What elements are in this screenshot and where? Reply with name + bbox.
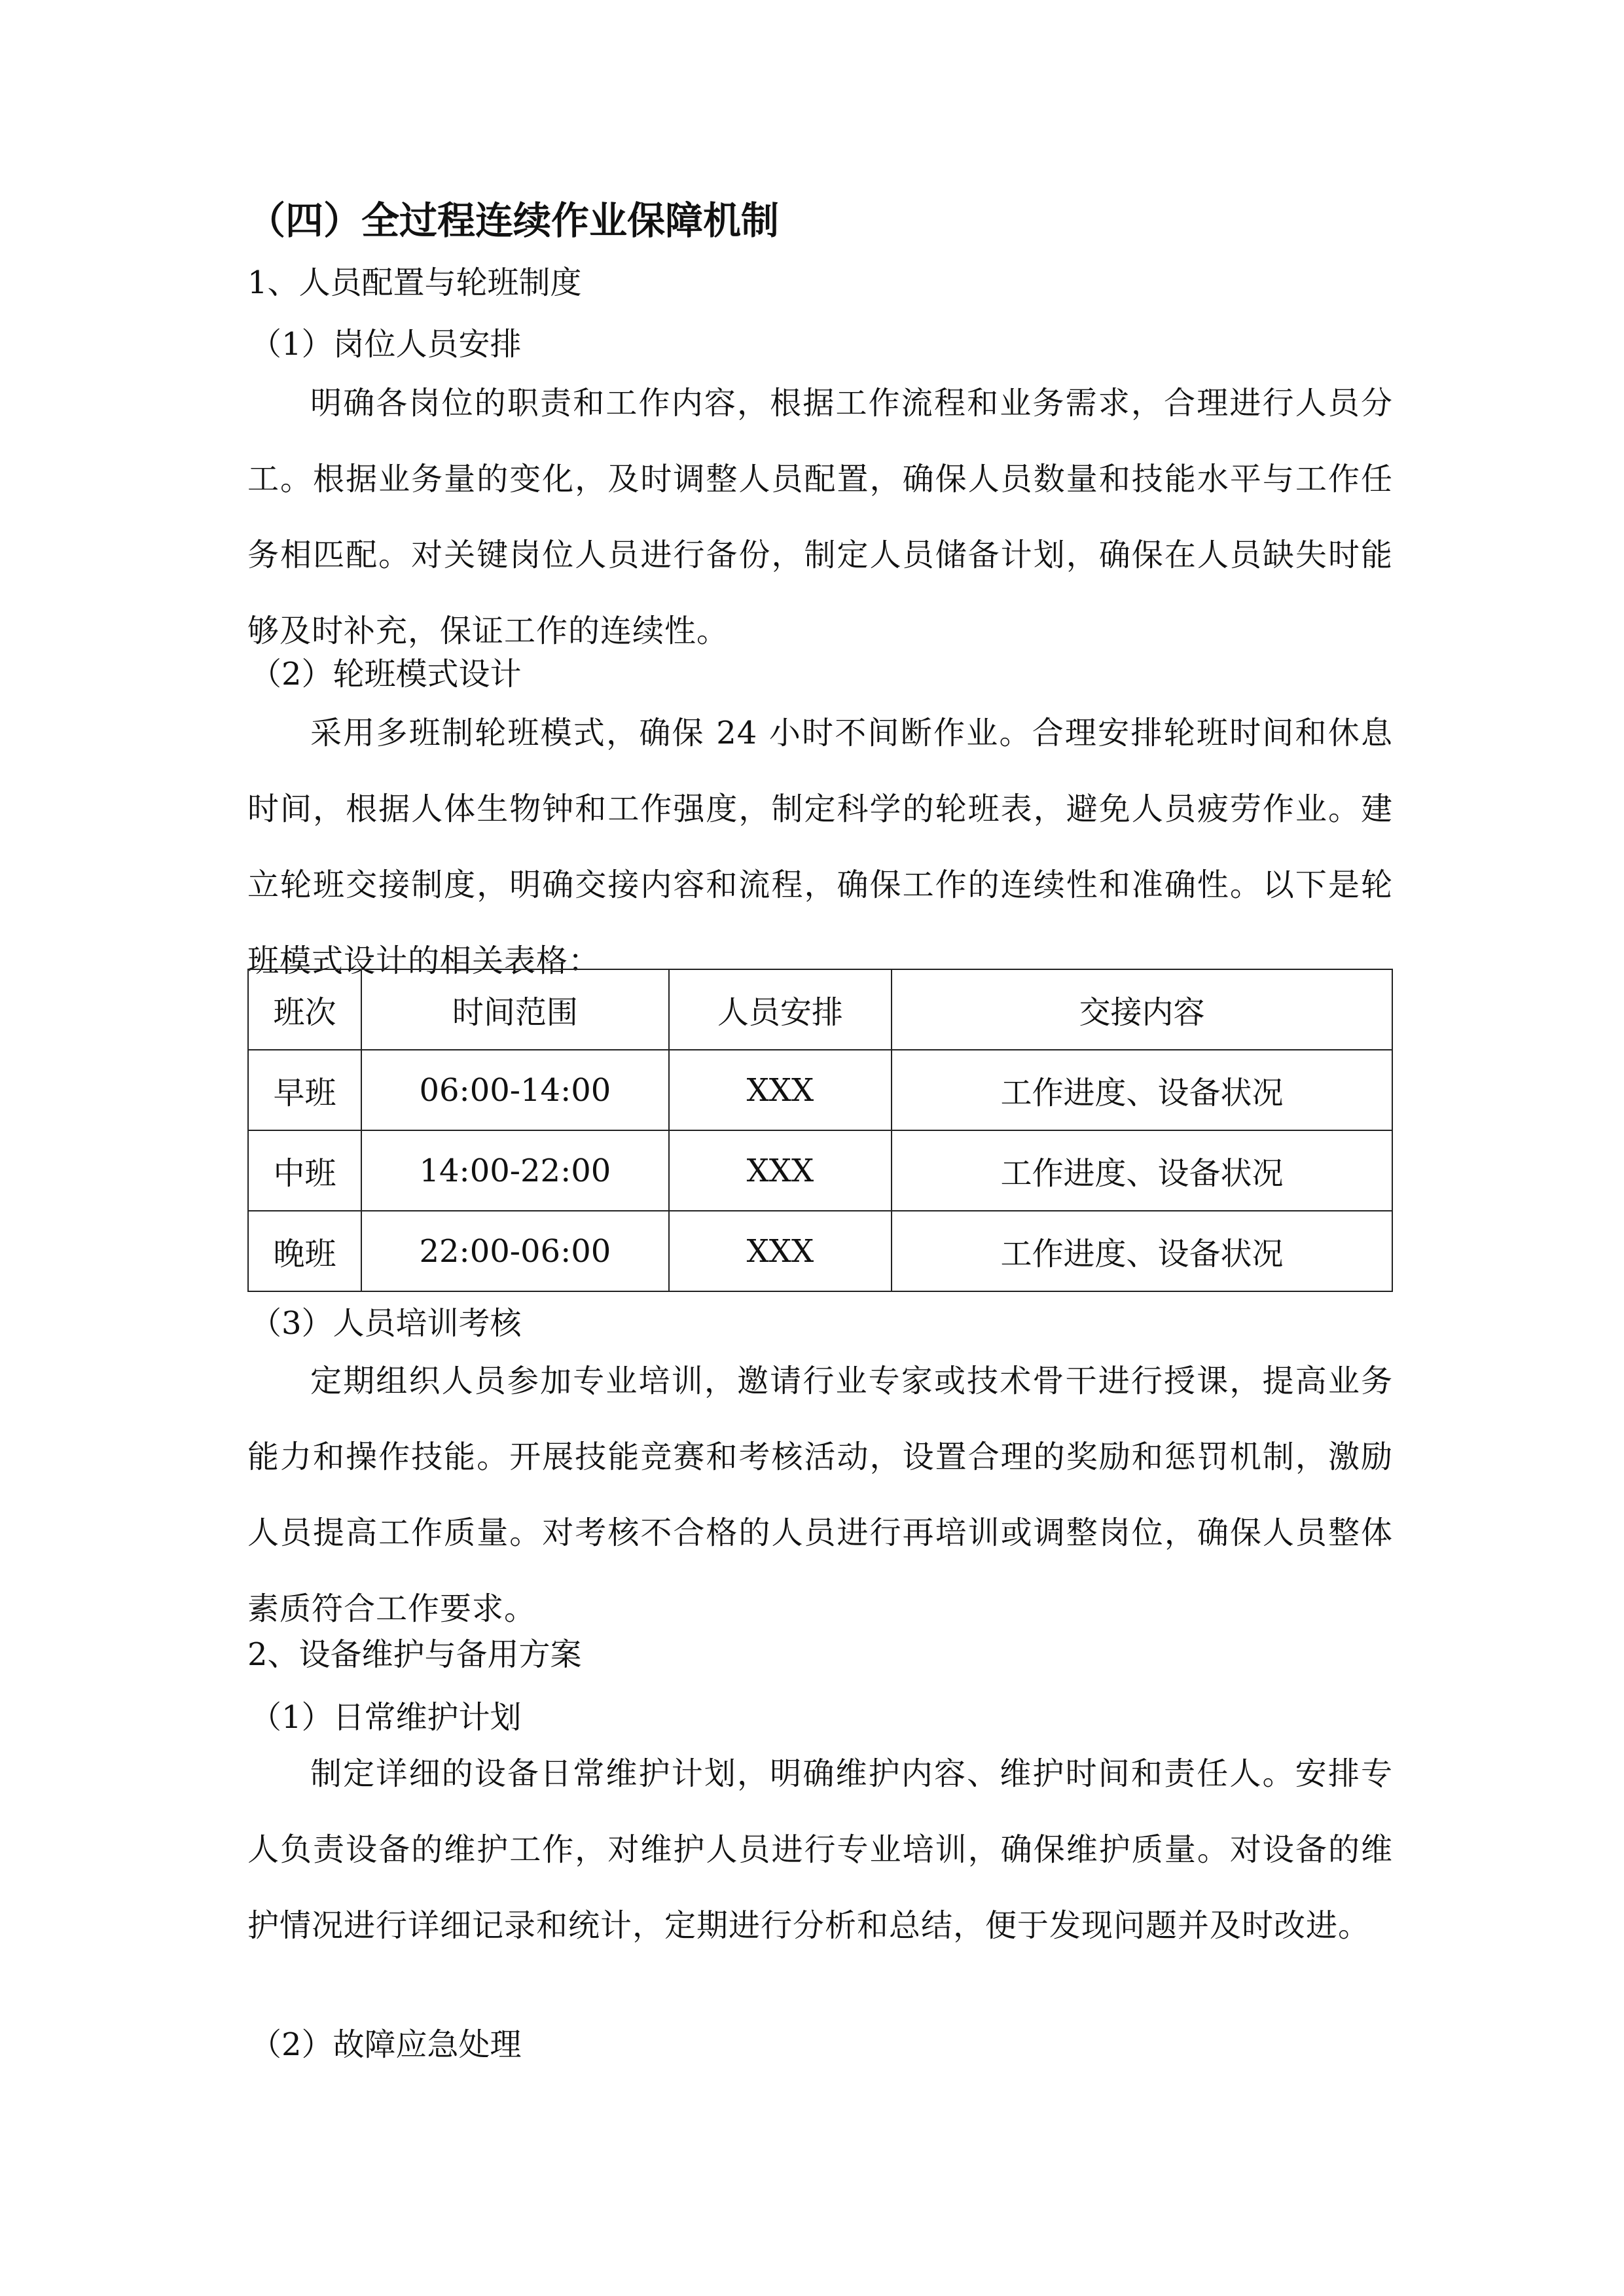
section-title: （四）全过程连续作业保障机制 — [247, 198, 780, 243]
part1-sub2-title: （2）轮班模式设计 — [250, 656, 522, 692]
table-cell: 工作进度、设备状况 — [892, 1211, 1392, 1291]
table-cell: XXX — [669, 1211, 892, 1291]
table-cell: 早班 — [248, 1050, 361, 1130]
part2-sub1-body: 制定详细的设备日常维护计划，明确维护内容、维护时间和责任人。安排专人负责设备的维护工作，对维护人员进行专业培训，确保维护质量。对设备的维护情况进行详细记录和统计，定期进行分析和总结，便于发现问题并及时改进。 — [247, 1755, 1393, 1944]
part1-title: 1、人员配置与轮班制度 — [247, 264, 582, 301]
table-header-cell: 班次 — [248, 969, 361, 1050]
part1-sub1-body: 明确各岗位的职责和工作内容，根据工作流程和业务需求，合理进行人员分工。根据业务量的变化，及时调整人员配置，确保人员数量和技能水平与工作任务相匹配。对关键岗位人员进行备份，制定人员储备计划，确保在人员缺失时能够及时补充，保证工作的连续性。 — [247, 385, 1393, 649]
part2-sub1-title: （1）日常维护计划 — [250, 1699, 522, 1736]
table-cell: 22:00-06:00 — [361, 1211, 669, 1291]
table-row — [248, 1211, 1392, 1291]
table-cell: XXX — [669, 1050, 892, 1130]
table-cell: 晚班 — [248, 1211, 361, 1291]
part2-sub2-title: （2）故障应急处理 — [250, 2026, 522, 2063]
table-cell: 中班 — [248, 1130, 361, 1211]
part2-title: 2、设备维护与备用方案 — [247, 1636, 582, 1673]
table-cell: 14:00-22:00 — [361, 1130, 669, 1211]
table-header-cell: 时间范围 — [361, 969, 669, 1050]
table-header-row — [248, 969, 1392, 1050]
table-row — [248, 1130, 1392, 1211]
part1-sub2-body: 采用多班制轮班模式，确保 24 小时不间断作业。合理安排轮班时间和休息时间，根据人体生物钟和工作强度，制定科学的轮班表，避免人员疲劳作业。建立轮班交接制度，明确交接内容和流程，确保工作的连续性和准确性。以下是轮班模式设计的相关表格： — [247, 715, 1393, 979]
table-row — [248, 1050, 1392, 1130]
table-cell: XXX — [669, 1130, 892, 1211]
shift-table — [247, 969, 1393, 1292]
part1-sub3-body: 定期组织人员参加专业培训，邀请行业专家或技术骨干进行授课，提高业务能力和操作技能。开展技能竞赛和考核活动，设置合理的奖励和惩罚机制，激励人员提高工作质量。对考核不合格的人员进行再培训或调整岗位，确保人员整体素质符合工作要求。 — [247, 1363, 1393, 1627]
table-cell: 工作进度、设备状况 — [892, 1050, 1392, 1130]
part1-sub3-title: （3）人员培训考核 — [250, 1305, 522, 1342]
table-header-cell: 交接内容 — [892, 969, 1392, 1050]
table-cell: 06:00-14:00 — [361, 1050, 669, 1130]
table-cell: 工作进度、设备状况 — [892, 1130, 1392, 1211]
table-header-cell: 人员安排 — [669, 969, 892, 1050]
part1-sub1-title: （1）岗位人员安排 — [250, 326, 522, 363]
